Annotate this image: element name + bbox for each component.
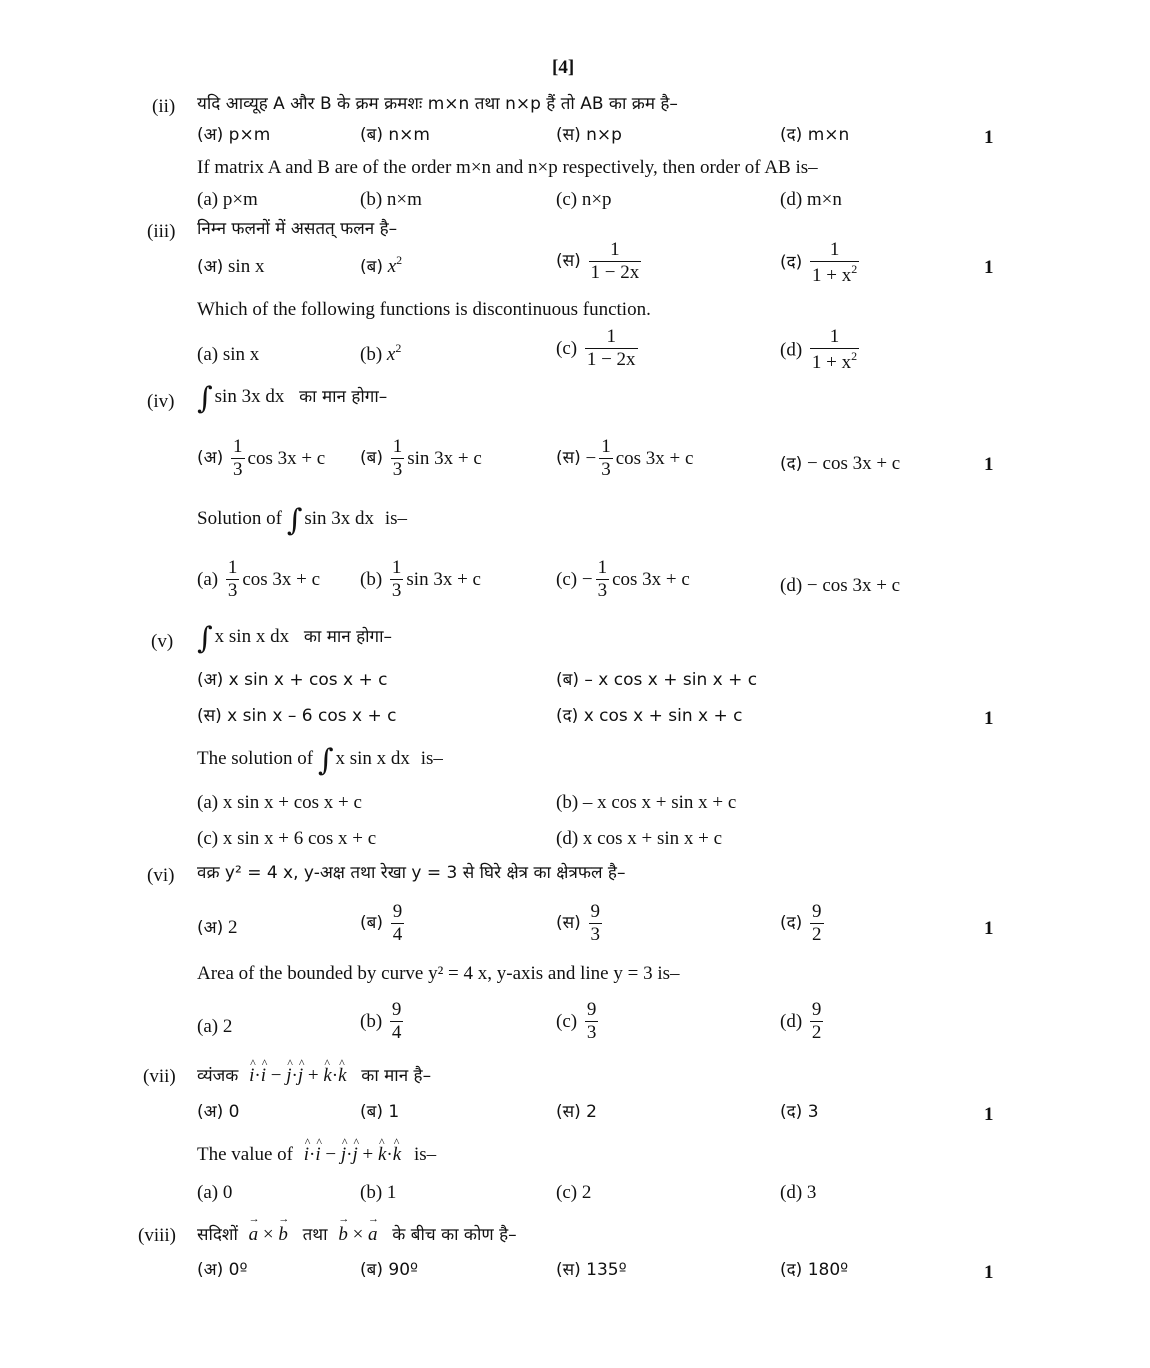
integral-icon: ∫ xyxy=(197,621,213,656)
option-label: (ब) xyxy=(360,257,383,277)
dot-operator: · xyxy=(254,1065,261,1086)
hindi-option: (द) x cos x + sin x + c xyxy=(556,706,743,726)
fraction-numerator: 9 xyxy=(392,901,403,922)
fraction-numerator: 9 xyxy=(586,999,597,1020)
fraction-numerator: 1 xyxy=(392,436,403,457)
hindi-option: (अ) 0º xyxy=(197,1260,248,1280)
fraction-denominator: 3 xyxy=(586,1021,597,1043)
question-suffix: के बीच का कोण है– xyxy=(392,1225,517,1245)
minus-sign: − xyxy=(585,447,597,469)
fraction-numerator: 1 xyxy=(829,326,840,347)
option-label: (स) xyxy=(556,912,581,933)
dot-operator: · xyxy=(291,1065,298,1086)
integrand: sin 3x dx xyxy=(214,386,285,407)
option-label: (अ) xyxy=(197,447,224,468)
option-expression: − cos 3x + c xyxy=(807,453,901,474)
question-english-text xyxy=(197,503,407,538)
question-number: (ii) xyxy=(152,96,176,117)
cross-operator: × xyxy=(258,1224,279,1245)
cross-product-ba xyxy=(338,1224,377,1245)
english-option-d xyxy=(780,576,900,595)
marks: 1 xyxy=(984,127,994,148)
english-option: (c) 2 xyxy=(556,1182,592,1203)
integrand: x sin x dx xyxy=(335,748,410,769)
fraction xyxy=(810,240,859,286)
question-suffix: is– xyxy=(413,1144,437,1165)
question-suffix: is– xyxy=(420,748,443,769)
fraction-numerator: 1 xyxy=(610,239,620,260)
unit-vector: ^ i xyxy=(315,1145,320,1164)
english-option-d xyxy=(780,327,862,373)
question-number: (iv) xyxy=(147,391,175,412)
fraction xyxy=(231,437,245,480)
unit-vector: ^ i xyxy=(304,1145,309,1164)
fraction xyxy=(599,437,613,480)
english-option: (a) x sin x + cos x + c xyxy=(197,792,362,813)
english-option: (d) 3 xyxy=(780,1182,817,1203)
option-expression: x xyxy=(386,344,396,365)
fraction-denominator: 4 xyxy=(392,923,403,945)
option-label: (अ) xyxy=(197,257,224,277)
hindi-option: (ब) 1 xyxy=(360,1102,400,1122)
question-english-text: Which of the following functions is discontinuous function. xyxy=(197,299,651,320)
question-suffix: का मान है– xyxy=(361,1066,432,1086)
fraction xyxy=(391,437,405,480)
option-label: (b) xyxy=(360,1010,383,1032)
hindi-option: (ब) – x cos x + sin x + c xyxy=(556,670,758,690)
english-option: (c) n×p xyxy=(556,189,612,210)
english-option: (b) n×m xyxy=(360,189,422,210)
fraction xyxy=(390,558,404,601)
integrand: sin 3x dx xyxy=(304,508,375,529)
option-expression: cos 3x + c xyxy=(615,447,694,469)
vector-b: → b xyxy=(338,1225,348,1244)
fraction-denominator: 3 xyxy=(597,579,608,601)
fraction-denominator: 3 xyxy=(392,458,403,480)
cross-product-ab xyxy=(249,1224,288,1245)
question-suffix: is– xyxy=(384,508,407,529)
english-option: (b) – x cos x + sin x + c xyxy=(556,792,737,813)
option-label: (द) xyxy=(780,252,803,273)
hindi-option: (ब) 90º xyxy=(360,1260,419,1280)
question-number: (vi) xyxy=(147,865,175,886)
option-label: (c) xyxy=(556,1010,578,1032)
hindi-option: (द) 180º xyxy=(780,1260,849,1280)
option-label: (a) xyxy=(197,344,219,365)
fraction-numerator: 1 xyxy=(227,557,238,578)
fraction-numerator: 9 xyxy=(811,999,822,1020)
marks: 1 xyxy=(984,918,994,939)
fraction-numerator: 1 xyxy=(829,239,840,260)
option-expression: sin 3x + c xyxy=(406,568,481,590)
option-expression: x xyxy=(387,256,397,277)
option-expression: sin 3x + c xyxy=(407,447,482,469)
option-label: (a) xyxy=(197,1016,219,1037)
question-prefix: The solution of xyxy=(197,748,314,769)
option-expression: − cos 3x + c xyxy=(806,575,901,596)
unit-vector: ^ k xyxy=(338,1066,346,1085)
dot-operator: · xyxy=(386,1144,393,1165)
fraction-denominator: 2 xyxy=(812,923,822,945)
unit-vector: ^ j xyxy=(298,1066,303,1085)
dot-operator: · xyxy=(309,1144,316,1165)
fraction-numerator: 9 xyxy=(812,901,822,922)
option-label: (d) xyxy=(780,1010,803,1032)
vector-a: → a xyxy=(249,1225,259,1244)
integral-icon: ∫ xyxy=(317,743,334,778)
option-label: (a) xyxy=(197,568,219,590)
question-number: (viii) xyxy=(138,1225,176,1246)
fraction xyxy=(589,240,642,283)
unit-vector: ^ i xyxy=(249,1066,254,1085)
option-expression: sin x xyxy=(222,344,260,365)
english-option: (d) x cos x + sin x + c xyxy=(556,828,723,849)
hindi-option: (अ) 0 xyxy=(197,1102,240,1122)
english-option-d xyxy=(780,1000,826,1043)
hindi-option: (स) 135º xyxy=(556,1260,627,1280)
question-number: (v) xyxy=(151,631,174,652)
option-expression: 2 xyxy=(222,1016,233,1037)
english-option-a xyxy=(197,558,320,601)
fraction-numerator: 1 xyxy=(597,557,608,578)
vector-a: → a xyxy=(368,1225,378,1244)
english-option: (d) m×n xyxy=(780,189,842,210)
vector-b: → b xyxy=(278,1225,288,1244)
minus-sign: − xyxy=(581,568,593,590)
question-hindi-text: निम्न फलनों में असतत् फलन है– xyxy=(197,219,398,239)
integral-icon: ∫ xyxy=(197,381,213,416)
hindi-option-b xyxy=(360,902,407,945)
fraction-numerator: 9 xyxy=(391,999,402,1020)
english-option: (a) p×m xyxy=(197,189,258,210)
option-expression: 2 xyxy=(228,917,238,938)
hindi-option: (स) x sin x – 6 cos x + c xyxy=(197,706,397,726)
marks: 1 xyxy=(984,454,994,475)
hindi-option-a xyxy=(197,437,325,480)
question-prefix: Solution of xyxy=(197,508,282,529)
hindi-option-d xyxy=(780,240,862,286)
english-option-c xyxy=(556,558,690,601)
question-suffix: का मान होगा– xyxy=(299,387,388,407)
english-option-a xyxy=(197,345,259,364)
option-expression: cos 3x + c xyxy=(242,568,321,590)
question-prefix: सदिशों xyxy=(197,1225,238,1245)
question-hindi-text xyxy=(197,621,393,656)
question-hindi-text: यदि आव्यूह A और B के क्रम क्रमशः m×n तथा n×p हैं तो AB का क्रम है– xyxy=(197,94,678,114)
operator: + xyxy=(303,1065,324,1086)
question-hindi-text xyxy=(197,1066,431,1085)
fraction-denominator: 3 xyxy=(590,923,601,945)
question-hindi-text: वक्र y² = 4 x, y-अक्ष तथा रेखा y = 3 से घिरे क्षेत्र का क्षेत्रफल है– xyxy=(197,863,626,883)
english-option-b xyxy=(360,1000,406,1043)
marks: 1 xyxy=(984,1104,994,1125)
question-prefix: The value of xyxy=(197,1144,294,1165)
english-option: (c) x sin x + 6 cos x + c xyxy=(197,828,377,849)
hindi-option: (द) 3 xyxy=(780,1102,819,1122)
fraction xyxy=(810,327,859,373)
operator: + xyxy=(357,1144,378,1165)
hindi-option: (अ) x sin x + cos x + c xyxy=(197,670,388,690)
question-english-text: Area of the bounded by curve y² = 4 x, y-axis and line y = 3 is– xyxy=(197,963,680,984)
marks: 1 xyxy=(984,708,994,729)
unit-vector: ^ j xyxy=(341,1145,346,1164)
hindi-option: (द) m×n xyxy=(780,125,850,145)
option-expression: cos 3x + c xyxy=(612,568,690,590)
english-option-b xyxy=(360,342,401,364)
question-english-text xyxy=(197,1145,436,1164)
option-label: (ब) xyxy=(360,912,383,933)
hindi-option-c xyxy=(556,240,644,283)
unit-vector: ^ j xyxy=(352,1145,357,1164)
option-label: (स) xyxy=(556,250,581,271)
integral-icon: ∫ xyxy=(286,503,303,538)
exponent: 2 xyxy=(396,253,403,267)
fraction-denominator: 4 xyxy=(391,1021,402,1043)
fraction xyxy=(585,327,638,370)
dot-operator: · xyxy=(331,1065,339,1086)
fraction-denominator: 1 − 2x xyxy=(586,348,636,370)
fraction-denominator: 3 xyxy=(233,458,243,480)
fraction-denominator: 3 xyxy=(227,579,238,601)
fraction xyxy=(391,902,405,945)
option-expression: sin x xyxy=(228,256,265,277)
question-english-text xyxy=(197,743,443,778)
hindi-option-a xyxy=(197,918,238,937)
option-label: (अ) xyxy=(197,918,224,938)
option-label: (द) xyxy=(780,454,803,474)
fraction xyxy=(226,558,240,601)
fraction xyxy=(810,902,824,945)
question-number: (vii) xyxy=(143,1066,176,1087)
hindi-option-d xyxy=(780,902,827,945)
dot-operator: · xyxy=(346,1144,353,1165)
hindi-option-c xyxy=(556,437,693,480)
option-label: (द) xyxy=(780,912,803,933)
fraction-denominator: 2 xyxy=(811,1021,822,1043)
fraction-denominator: 1 − 2x xyxy=(590,261,640,283)
marks: 1 xyxy=(984,1262,994,1283)
unit-vector: ^ k xyxy=(323,1066,331,1085)
conjunction: तथा xyxy=(302,1225,328,1245)
english-option-a xyxy=(197,1017,232,1036)
hindi-option-b xyxy=(360,437,482,480)
fraction-denominator: 3 xyxy=(391,579,402,601)
fraction xyxy=(596,558,610,601)
fraction-denominator: 1 + x xyxy=(811,351,852,373)
vector-expression xyxy=(304,1144,401,1165)
fraction xyxy=(390,1000,404,1043)
hindi-option: (अ) p×m xyxy=(197,125,271,145)
fraction xyxy=(810,1000,824,1043)
unit-vector: ^ k xyxy=(393,1145,401,1164)
hindi-option: (स) n×p xyxy=(556,125,622,145)
cross-operator: × xyxy=(347,1224,369,1245)
option-label: (d) xyxy=(780,339,803,361)
english-option-c xyxy=(556,1000,601,1043)
hindi-option-c xyxy=(556,902,605,945)
english-option: (a) 0 xyxy=(197,1182,233,1203)
question-number: (iii) xyxy=(147,221,176,242)
hindi-option: (ब) n×m xyxy=(360,125,430,145)
operator: − xyxy=(320,1144,341,1165)
fraction-denominator: 1 + x xyxy=(812,264,852,286)
hindi-option-b xyxy=(360,254,402,276)
option-label: (ब) xyxy=(360,447,383,468)
fraction-numerator: 9 xyxy=(590,901,601,922)
fraction-numerator: 1 xyxy=(233,436,243,457)
english-option: (b) 1 xyxy=(360,1182,397,1203)
english-option-b xyxy=(360,558,481,601)
option-expression: cos 3x + c xyxy=(247,447,326,469)
integrand: x sin x dx xyxy=(214,626,290,647)
hindi-option: (स) 2 xyxy=(556,1102,597,1122)
option-label: (b) xyxy=(360,344,383,365)
operator: − xyxy=(266,1065,287,1086)
fraction xyxy=(585,1000,599,1043)
page-number: [4] xyxy=(552,57,575,78)
question-hindi-text xyxy=(197,381,388,416)
unit-vector: ^ j xyxy=(286,1066,291,1085)
fraction-numerator: 1 xyxy=(391,557,402,578)
exponent: 2 xyxy=(395,341,402,355)
option-label: (b) xyxy=(360,568,383,590)
english-option-c xyxy=(556,327,641,370)
unit-vector: ^ i xyxy=(261,1066,266,1085)
vector-expression xyxy=(249,1065,346,1086)
hindi-option-d xyxy=(780,454,900,473)
fraction-denominator: 3 xyxy=(601,458,611,480)
question-suffix: का मान होगा– xyxy=(303,627,393,647)
option-label: (d) xyxy=(780,575,803,596)
hindi-option-a xyxy=(197,257,264,276)
question-prefix: व्यंजक xyxy=(197,1066,239,1086)
exponent: 2 xyxy=(851,261,858,276)
option-label: (c) xyxy=(556,568,578,590)
option-label: (c) xyxy=(556,337,578,359)
fraction-numerator: 1 xyxy=(606,326,616,347)
exponent: 2 xyxy=(851,348,858,363)
unit-vector: ^ k xyxy=(378,1145,386,1164)
fraction-numerator: 1 xyxy=(601,436,611,457)
marks: 1 xyxy=(984,257,994,278)
question-hindi-text xyxy=(197,1225,517,1244)
option-label: (स) xyxy=(556,447,581,468)
fraction xyxy=(589,902,603,945)
question-english-text: If matrix A and B are of the order m×n and n×p respectively, then order of AB is– xyxy=(197,157,818,178)
